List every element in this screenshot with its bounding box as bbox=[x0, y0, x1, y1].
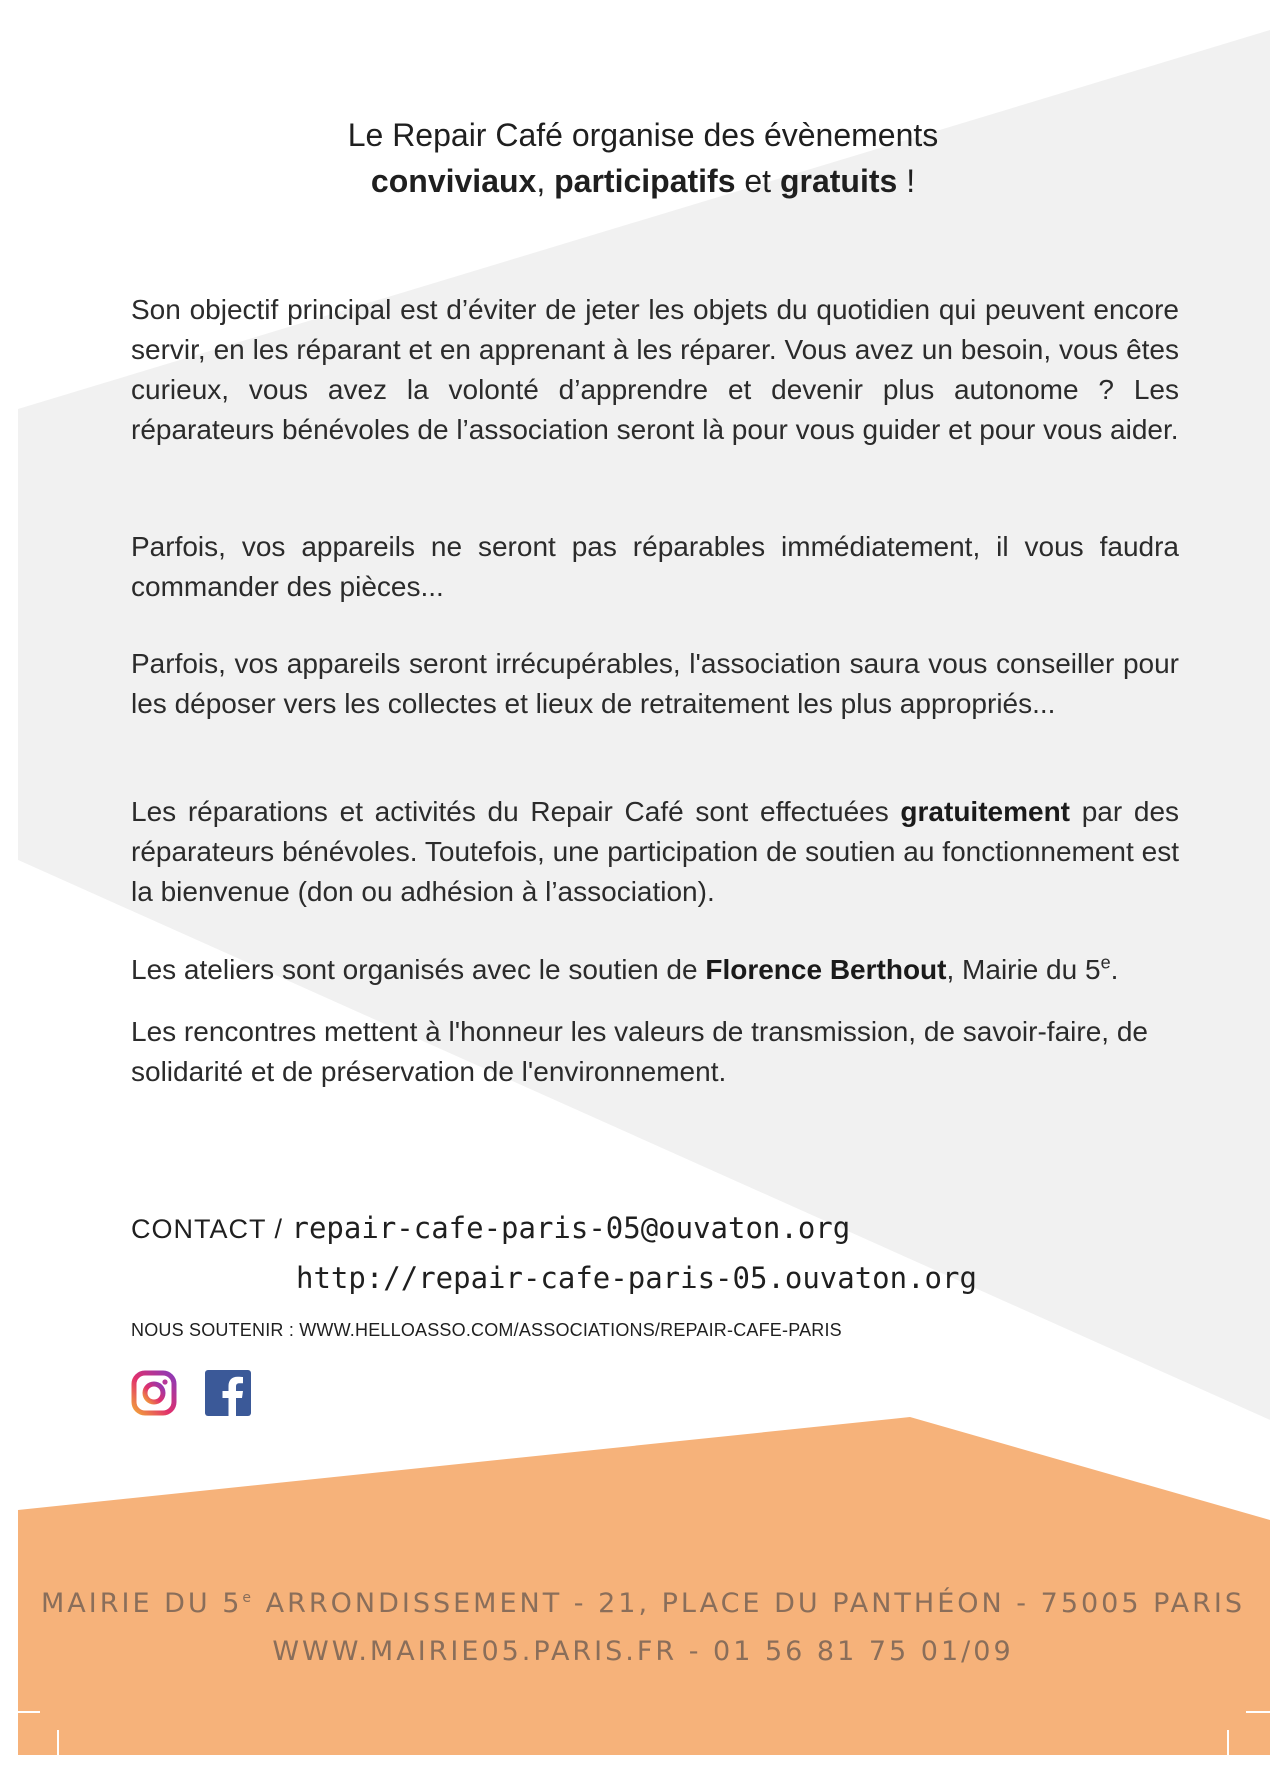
p5-bold: Florence Berthout bbox=[705, 954, 947, 985]
contact-website-link[interactable]: http://repair-cafe-paris-05.ouvaton.org bbox=[296, 1261, 977, 1295]
footer-address bbox=[0, 1588, 1286, 1619]
paragraph-free bbox=[131, 792, 1179, 912]
p5-sup: e bbox=[1100, 952, 1111, 973]
support-link[interactable]: NOUS SOUTENIR : WWW.HELLOASSO.COM/ASSOCIATIONS/REPAIR-CAFE-PARIS bbox=[131, 1320, 842, 1340]
page-title bbox=[0, 112, 1286, 204]
footer-address-b: ARRONDISSEMENT - 21, PLACE DU PANTHÉON - 75005 PARIS bbox=[254, 1588, 1245, 1619]
contact-row bbox=[131, 1208, 850, 1249]
website-row bbox=[296, 1258, 977, 1299]
paragraph-parts: Parfois, vos appareils ne seront pas réparables immédiatement, il vous faudra commander des pièces... bbox=[131, 531, 1179, 602]
title-word-1: conviviaux bbox=[370, 163, 537, 199]
facebook-icon[interactable] bbox=[205, 1370, 251, 1416]
p5-text-before: Les ateliers sont organisés avec le soutien de bbox=[131, 954, 706, 985]
title-sep-2: et bbox=[735, 163, 780, 199]
title-line-1: Le Repair Café organise des évènements bbox=[347, 117, 939, 153]
footer-address-sup: e bbox=[242, 1590, 255, 1606]
p4-text-after: par des réparateurs bénévoles. Toutefois, une participation de soutien au fonctionnement est la bienvenue (don ou adhésion à l’association). bbox=[131, 796, 1180, 907]
paragraph-recycling: Parfois, vos appareils seront irrécupérables, l'association saura vous conseiller pour les déposer vers les collectes et lieux de retraitement les plus appropriés... bbox=[131, 648, 1179, 719]
p5-text-after: , Mairie du 5 bbox=[946, 954, 1101, 985]
title-sep-1: , bbox=[536, 163, 555, 199]
footer-contact: WWW.MAIRIE05.PARIS.FR - 01 56 81 75 01/09 bbox=[272, 1636, 1014, 1667]
paragraph-values: Les rencontres mettent à l'honneur les valeurs de transmission, de savoir-faire, de solidarité et de préservation de l'environnement. bbox=[131, 1016, 1148, 1087]
footer-address-a: MAIRIE DU 5 bbox=[41, 1588, 243, 1619]
p4-text-before: Les réparations et activités du Repair Café sont effectuées bbox=[131, 796, 901, 827]
paragraph-objective: Son objectif principal est d’éviter de jeter les objets du quotidien qui peuvent encore servir, en les réparant et en apprenant à les réparer. Vous avez un besoin, vous êtes curieux, vous avez la volonté d’apprendre et devenir plus autonome ? Les réparateurs bénévoles de l’association seront là pour vous guider et pour vous aider. bbox=[131, 294, 1179, 445]
title-end: ! bbox=[897, 163, 916, 199]
p5-end: . bbox=[1110, 954, 1119, 985]
contact-email-link[interactable]: repair-cafe-paris-05@ouvaton.org bbox=[291, 1211, 851, 1245]
title-word-3: gratuits bbox=[779, 163, 898, 199]
p4-bold: gratuitement bbox=[900, 796, 1070, 827]
contact-label: CONTACT / bbox=[131, 1214, 292, 1244]
paragraph-support bbox=[131, 950, 1179, 990]
instagram-icon[interactable] bbox=[131, 1370, 177, 1416]
title-word-2: participatifs bbox=[554, 163, 736, 199]
